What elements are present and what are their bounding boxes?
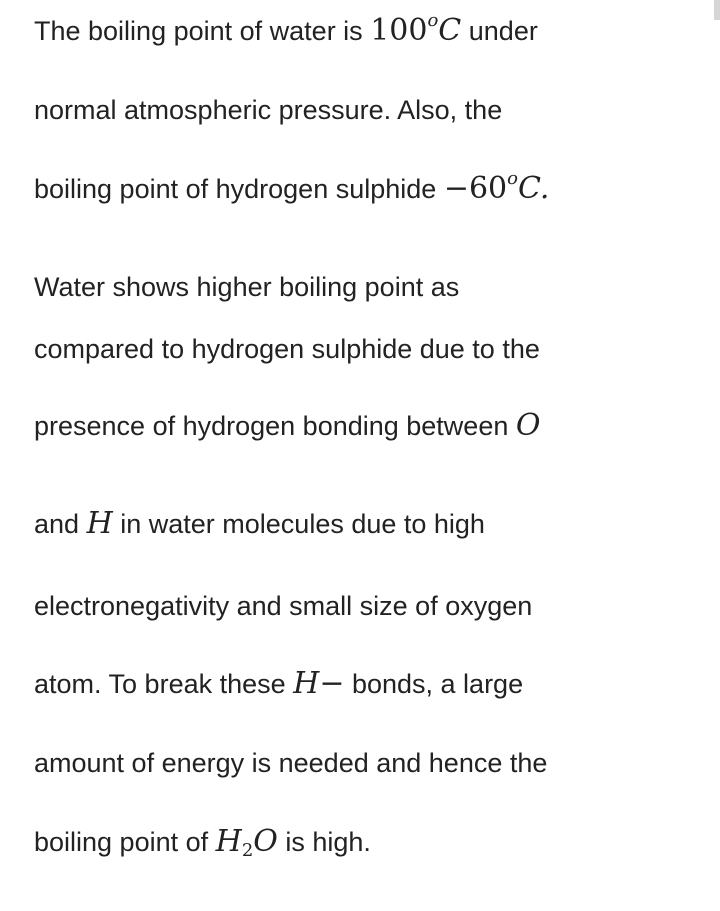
text-segment: compared to hydrogen sulphide due to the xyxy=(34,334,540,364)
text-line-8 xyxy=(34,589,532,623)
text-line-3 xyxy=(34,168,550,206)
text-segment: boiling point of hydrogen sulphide xyxy=(34,174,444,204)
text-segment: normal atmospheric pressure. Also, the xyxy=(34,95,503,125)
text-segment: atom. To break these xyxy=(34,669,294,699)
text-segment: The boiling point of water is xyxy=(34,16,371,46)
math-subscript: 2 xyxy=(241,840,254,861)
math-number: −60 xyxy=(443,171,508,206)
text-line-5 xyxy=(34,332,540,366)
text-segment: and xyxy=(34,509,87,539)
text-line-4 xyxy=(34,270,459,304)
text-segment: amount of energy is needed and hence the xyxy=(34,748,548,778)
text-segment: bonds, a large xyxy=(344,669,524,699)
text-segment: Water shows higher boiling point as xyxy=(34,272,460,302)
text-line-6 xyxy=(34,409,540,443)
math-symbol: H xyxy=(215,824,242,859)
text-line-10 xyxy=(34,746,547,780)
math-temperature-100c xyxy=(370,10,462,48)
math-formula-h2o xyxy=(216,824,278,859)
math-symbol-O: O xyxy=(515,408,541,443)
scrollbar-thumb[interactable] xyxy=(714,0,720,20)
text-segment: boiling point of xyxy=(34,827,216,857)
text-line-1 xyxy=(34,10,538,48)
math-unit: C xyxy=(438,13,462,48)
math-temperature-minus60c xyxy=(443,168,550,206)
text-line-11 xyxy=(34,825,371,859)
text-segment: under xyxy=(461,16,538,46)
math-number: 100 xyxy=(370,13,428,48)
math-symbol-H: H xyxy=(86,506,113,541)
math-symbol: O xyxy=(253,824,278,859)
text-segment: in water molecules due to high xyxy=(112,509,485,539)
text-segment: electronegativity and small size of oxygen xyxy=(34,591,533,621)
math-degree: o xyxy=(507,168,518,189)
text-line-2 xyxy=(34,93,502,127)
math-unit: C. xyxy=(517,171,550,206)
text-segment: presence of hydrogen bonding between xyxy=(34,411,516,441)
math-degree: o xyxy=(427,10,439,31)
text-segment: is high. xyxy=(277,827,371,857)
text-line-9 xyxy=(34,667,523,701)
text-line-7 xyxy=(34,507,485,541)
math-symbol-H-bond: H− xyxy=(293,666,345,701)
